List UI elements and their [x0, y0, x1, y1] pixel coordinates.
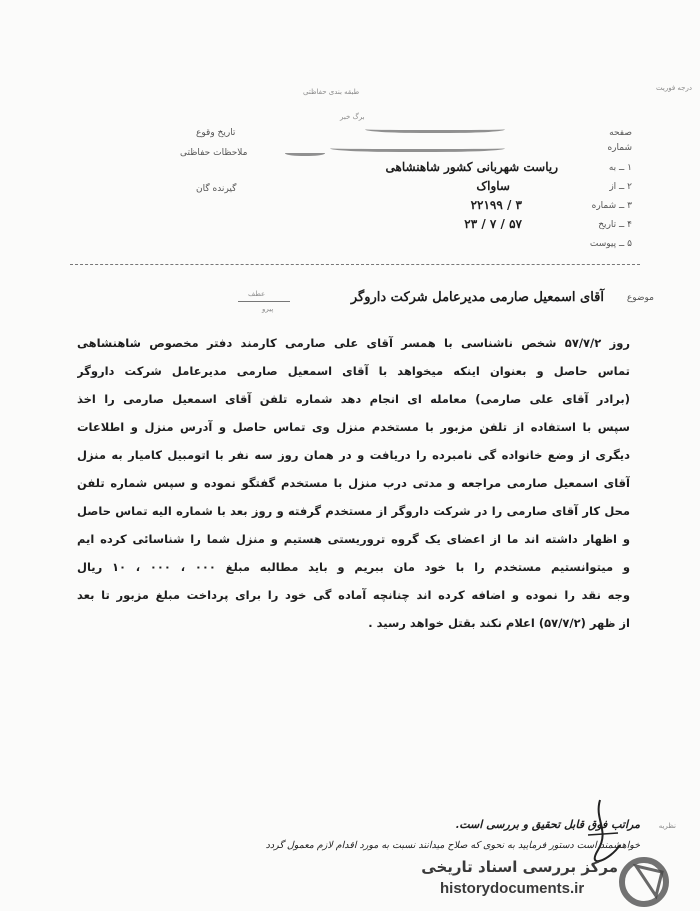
- body-line: روز ۵۷/۷/۲ شخص ناشناسی با همسر آقای علی صارمی کارمند دفتر مخصوص شاهنشاهی: [77, 336, 630, 350]
- field-label-from: ۲ ــ از: [609, 182, 632, 192]
- body-line: و اظهار داشته اند ما از اعضای یک گروه تروریستی هستیم و منزل شما را شناسائی کرده ایم: [77, 532, 630, 546]
- opinion-line-2: خواهشمند است دستور فرمایید به نحوی که صلاح میدانند نسبت به مورد اقدام لازم معمول گردد: [265, 840, 640, 851]
- subject-text: آقای اسمعیل صارمی مدیرعامل شرکت داروگر: [350, 290, 604, 305]
- body-line: (برادر آقای علی صارمی) معامله ای انجام دهد شماره تلفن آقای اسمعیل صارمی را اخذ: [77, 392, 630, 406]
- body-line: دیگری از وضع خانواده گی نامبرده را دریافت و در همان روز سه نفر با اتومبیل کامیار به منزل: [77, 448, 630, 462]
- body-line: سپس با استفاده از تلفن مزبور با مستخدم منزل وی تماس حاصل و آدرس منزل و اطلاعات: [77, 420, 630, 434]
- body-line: تماس حاصل و بعنوان اینکه میخواهد با آقای اسمعیل صارمی مدیرعامل شرکت داروگر: [77, 364, 630, 378]
- follow-up-label: پیرو: [262, 305, 274, 313]
- redaction-mark: [330, 143, 505, 152]
- field-value-number: ۳ / ۲۲۱۹۹: [470, 198, 522, 212]
- reference-label: عطف: [248, 290, 266, 298]
- body-line: از ظهر (۵۷/۷/۲) اعلام نکند بقتل خواهد رسید .: [368, 616, 630, 630]
- recipient-label: گیرنده گان: [196, 184, 237, 194]
- field-label-to: ۱ ــ به: [608, 163, 632, 173]
- opinion-line-1: مراتب فوق قابل تحقیق و بررسی است.: [455, 818, 640, 831]
- watermark-title: مرکز بررسی اسناد تاریخی: [421, 858, 618, 876]
- body-line: و میتوانستیم مستخدم را با خود مان ببریم و باید مطالبه مبلغ ۰۰۰ ، ۰۰۰ ، ۱۰ ریال: [77, 560, 630, 574]
- body-line: وجه نقد را نموده و اضافه کرده اند چنانچه آماده گی خود را برای پرداخت مبلغ مزبور تا بعد: [77, 588, 630, 602]
- field-label-attachment: ۵ ــ پیوست: [589, 239, 632, 249]
- subject-label: موضوع: [626, 293, 654, 303]
- field-label-date: ۴ ــ تاریخ: [598, 220, 632, 230]
- body-line: آقای اسمعیل صارمی مراجعه و مدتی درب منزل با مستخدم گفتگو نموده و سپس شماره تلفن: [77, 476, 630, 490]
- classification-label: طبقه بندی حفاظتی: [303, 88, 360, 96]
- priority-label: درجه فوریت: [656, 84, 692, 92]
- field-value-to: ریاست شهربانی کشور شاهنشاهی: [385, 160, 558, 174]
- field-value-date: ۵۷ / ۷ / ۲۳: [464, 217, 522, 231]
- body-line: محل کار آقای صارمی را در شرکت داروگر از مستخدم گرفته و روز بعد با شماره الیه تماس حاصل: [77, 504, 630, 518]
- archive-logo: [616, 852, 680, 908]
- side-note-line: [238, 301, 290, 302]
- report-kind-label: برگ خبر: [340, 113, 365, 121]
- page-label: صفحه: [609, 128, 632, 138]
- watermark-url: historydocuments.ir: [440, 880, 585, 897]
- event-date-label: تاریخ وقوع: [196, 128, 236, 138]
- field-label-number: ۳ ــ شماره: [591, 201, 632, 211]
- redaction-mark: [285, 149, 325, 156]
- protection-label: ملاحظات حفاظتی: [180, 148, 248, 158]
- field-value-from: ساواک: [476, 179, 510, 193]
- opinion-label: نظریه: [658, 822, 676, 830]
- serial-label: شماره: [607, 143, 632, 153]
- redaction-mark: [365, 124, 505, 133]
- header-divider: [70, 264, 640, 265]
